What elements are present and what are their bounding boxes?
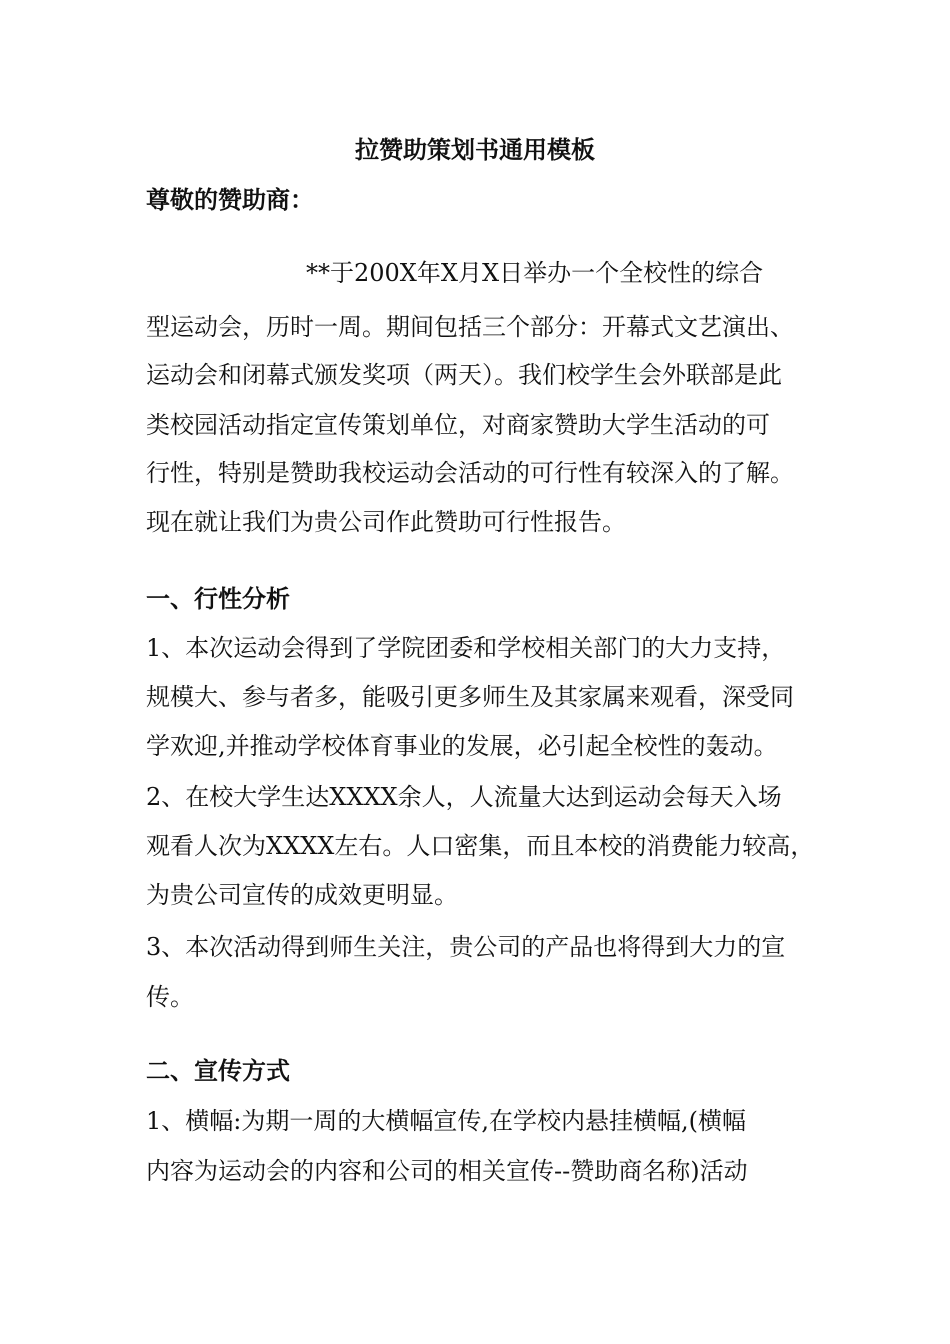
intro-line: 类校园活动指定宣传策划单位，对商家赞助大学生活动的可 [146,411,770,439]
section-line: 规模大、参与者多，能吸引更多师生及其家属来观看，深受同 [146,683,794,711]
section-line: 1、本次运动会得到了学院团委和学校相关部门的大力支持， [146,634,786,662]
section-line: 内容为运动会的内容和公司的相关宣传--赞助商名称)活动 [146,1157,748,1185]
section-line: 观看人次为XXXX左右。人口密集，而且本校的消费能力较高， [146,832,815,860]
document-title: 拉赞助策划书通用模板 [355,135,595,164]
section-line: 为贵公司宣传的成效更明显。 [146,881,458,909]
section-heading: 二、宣传方式 [146,1056,290,1085]
intro-line: 运动会和闭幕式颁发奖项（两天）。我们校学生会外联部是此 [146,361,782,389]
section-line: 传。 [146,983,194,1011]
intro-line: **于200X年X月X日举办一个全校性的综合 [306,259,764,287]
section-heading: 一、行性分析 [146,584,290,613]
section-line: 2、在校大学生达XXXX余人，人流量大达到运动会每天入场 [146,783,782,811]
section-line: 1、横幅:为期一周的大横幅宣传,在学校内悬挂横幅,(横幅 [146,1107,746,1135]
intro-line: 现在就让我们为贵公司作此赞助可行性报告。 [146,508,626,536]
intro-line: 型运动会，历时一周。期间包括三个部分：开幕式文艺演出、 [146,313,794,341]
salutation: 尊敬的赞助商： [146,185,314,214]
section-line: 3、本次活动得到师生关注，贵公司的产品也将得到大力的宣 [146,933,786,961]
intro-line: 行性，特别是赞助我校运动会活动的可行性有较深入的了解。 [146,459,794,487]
section-line: 学欢迎,并推动学校体育事业的发展，必引起全校性的轰动。 [146,732,778,760]
